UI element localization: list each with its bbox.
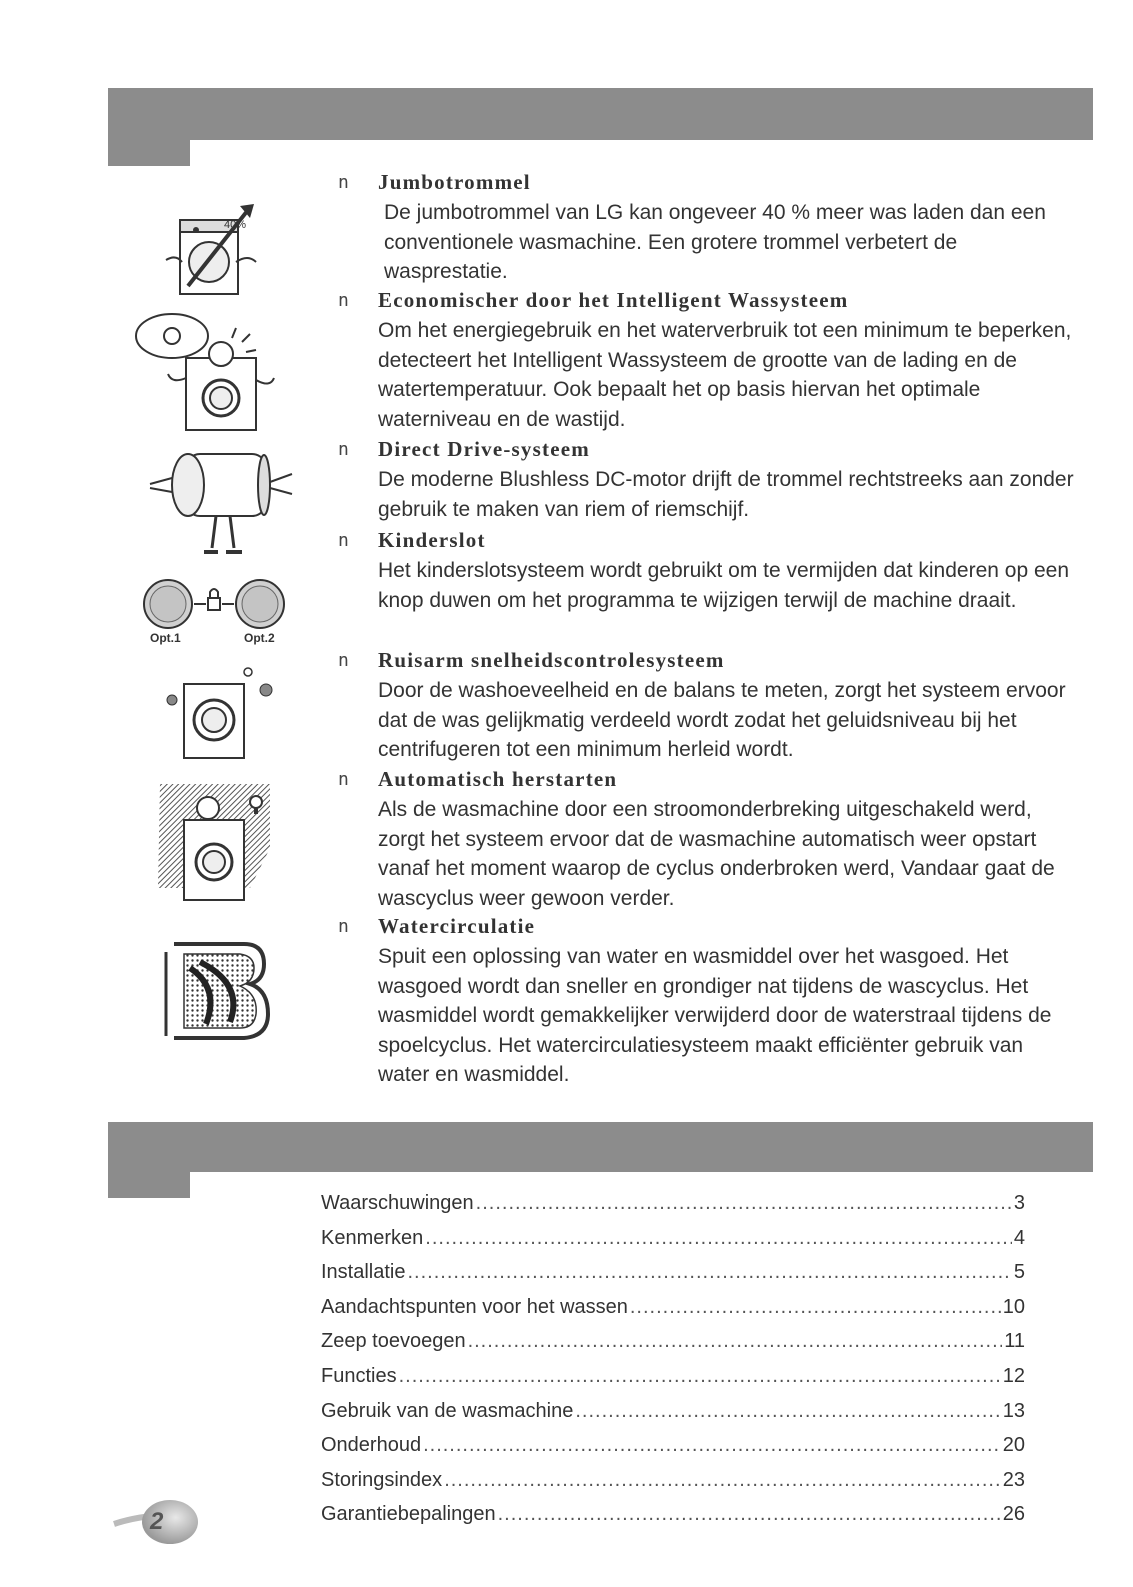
opt2-label: Opt.2 bbox=[244, 631, 275, 645]
feature-title: Automatisch herstarten bbox=[378, 767, 618, 791]
toc-leader bbox=[408, 1261, 1012, 1284]
toc-entry[interactable] bbox=[321, 1296, 1025, 1331]
toc-leader bbox=[476, 1192, 1012, 1215]
toc-entry[interactable] bbox=[321, 1469, 1025, 1504]
toc-page: 4 bbox=[1013, 1226, 1025, 1249]
toc-entry[interactable] bbox=[321, 1227, 1025, 1262]
direct-drive-motor-icon bbox=[146, 448, 296, 566]
bullet: n bbox=[338, 650, 349, 671]
toc-label: Functies bbox=[321, 1364, 397, 1387]
toc-entry[interactable] bbox=[321, 1365, 1025, 1400]
toc-leader bbox=[468, 1330, 1003, 1353]
auto-restart-icon bbox=[150, 778, 280, 906]
toc-page: 3 bbox=[1013, 1192, 1025, 1214]
feature-jumbotrommel bbox=[338, 170, 1078, 283]
table-of-contents bbox=[321, 1192, 1025, 1538]
opt1-label: Opt.1 bbox=[150, 631, 181, 645]
water-circulation-icon bbox=[160, 938, 280, 1048]
toc-leader bbox=[425, 1227, 1012, 1250]
toc-leader bbox=[575, 1400, 1000, 1423]
jumbo-drum-icon bbox=[158, 200, 268, 300]
toc-header-tab bbox=[108, 1122, 190, 1198]
feature-title: Jumbotrommel bbox=[378, 170, 531, 194]
toc-page: 12 bbox=[1002, 1364, 1025, 1387]
feature-title: Kinderslot bbox=[378, 528, 486, 552]
toc-page: 26 bbox=[1002, 1503, 1025, 1526]
toc-label: Garantiebepalingen bbox=[321, 1503, 496, 1526]
feature-ruisarm bbox=[338, 648, 1078, 763]
bullet: n bbox=[338, 290, 349, 311]
toc-leader bbox=[423, 1434, 1001, 1457]
toc-page: 13 bbox=[1002, 1399, 1025, 1422]
toc-page: 23 bbox=[1002, 1468, 1025, 1491]
bullet: n bbox=[338, 916, 349, 937]
toc-label: Gebruik van de wasmachine bbox=[321, 1399, 574, 1422]
low-noise-machine-icon bbox=[160, 664, 280, 764]
page-number: 2 bbox=[150, 1508, 164, 1535]
feature-text: De moderne Blushless DC-motor drijft de trommel rechtstreeks aan zonder gebruik te maken van riem of riemschijf. bbox=[378, 468, 1074, 521]
toc-entry[interactable] bbox=[321, 1434, 1025, 1469]
bullet: n bbox=[338, 530, 349, 551]
section-header-tab bbox=[108, 88, 190, 166]
toc-entry[interactable] bbox=[321, 1330, 1025, 1365]
toc-leader bbox=[444, 1469, 1001, 1492]
toc-page: 20 bbox=[1002, 1434, 1025, 1457]
toc-label: Kenmerken bbox=[321, 1226, 424, 1249]
toc-label: Aandachtspunten voor het wassen bbox=[321, 1295, 628, 1318]
toc-header-band bbox=[108, 1122, 1093, 1172]
toc-leader bbox=[399, 1365, 1001, 1388]
toc-page: 5 bbox=[1013, 1261, 1025, 1284]
feature-title: Ruisarm snelheidscontrolesysteem bbox=[378, 648, 725, 672]
bullet: n bbox=[338, 172, 349, 193]
toc-label: Storingsindex bbox=[321, 1468, 443, 1491]
child-lock-buttons-icon bbox=[136, 576, 296, 654]
feature-text: Door de washoeveelheid en de balans te meten, zorgt het systeem ervoor dat de was gelijkmatig verdeeld wordt zodat het geluidsniveau bij het centrifugeren tot een minimum herleid wordt. bbox=[378, 679, 1066, 761]
feature-text: Als de wasmachine door een stroomonderbreking uitgeschakeld werd, zorgt het systeem ervoor dat de wasmachine automatisch weer opstart vanaf het moment waarop de cyclus onderbroken werd, Vandaar gaat de wascyclus weer gewoon verder. bbox=[378, 798, 1055, 910]
feature-automatisch-herstarten bbox=[338, 767, 1078, 910]
feature-text: De jumbotrommel van LG kan ongeveer 40 % meer was laden dan een conventionele wasmachine. Een grotere trommel verbetert de wasprestatie. bbox=[384, 201, 1046, 283]
feature-title: Watercirculatie bbox=[378, 914, 536, 938]
toc-label: Waarschuwingen bbox=[321, 1192, 474, 1214]
feature-text: Om het energiegebruik en het waterverbruik tot een minimum te beperken, detecteert het Intelligent Wassysteem de grootte van de lading en de watertemperatuur. Ook bepaalt het op basis hiervan het optimale waterniveau en de wastijd. bbox=[378, 319, 1072, 431]
toc-entry[interactable] bbox=[321, 1400, 1025, 1435]
feature-intelligent-wassysteem bbox=[338, 288, 1078, 431]
toc-label: Installatie bbox=[321, 1261, 406, 1284]
toc-leader bbox=[630, 1296, 1001, 1319]
feature-text: Spuit een oplossing van water en wasmiddel over het wasgoed. Het wasgoed wordt dan sneller en grondiger nat tijdens de wascyclus. Het wasmiddel wordt gemakkelijker verwijderd door de waterstraal tijdens de spoelcyclus. Het watercirculatiesysteem maakt efficiënter gebruik van water en wasmiddel. bbox=[378, 945, 1052, 1086]
intelligent-wash-icon bbox=[132, 308, 278, 438]
feature-text: Het kinderslotsysteem wordt gebruikt om te vermijden dat kinderen op een knop duwen om het programma te wijzigen terwijl de machine draait. bbox=[378, 559, 1070, 612]
toc-entry[interactable] bbox=[321, 1503, 1025, 1538]
toc-label: Zeep toevoegen bbox=[321, 1330, 466, 1353]
toc-page: 10 bbox=[1002, 1295, 1025, 1318]
toc-label: Onderhoud bbox=[321, 1434, 422, 1457]
icon-label: 40% bbox=[224, 219, 247, 231]
section-header-band bbox=[108, 88, 1093, 140]
toc-entry[interactable] bbox=[321, 1261, 1025, 1296]
feature-direct-drive bbox=[338, 437, 1078, 527]
bullet: n bbox=[338, 769, 349, 790]
toc-leader bbox=[498, 1503, 1001, 1526]
toc-entry[interactable] bbox=[321, 1192, 1025, 1227]
feature-watercirculatie bbox=[338, 914, 1078, 1089]
feature-title: Direct Drive-systeem bbox=[378, 437, 590, 461]
toc-page: 11 bbox=[1004, 1330, 1025, 1353]
bullet: n bbox=[338, 439, 349, 460]
feature-title: Economischer door het Intelligent Wassysteem bbox=[378, 288, 849, 312]
feature-kinderslot bbox=[338, 528, 1078, 643]
